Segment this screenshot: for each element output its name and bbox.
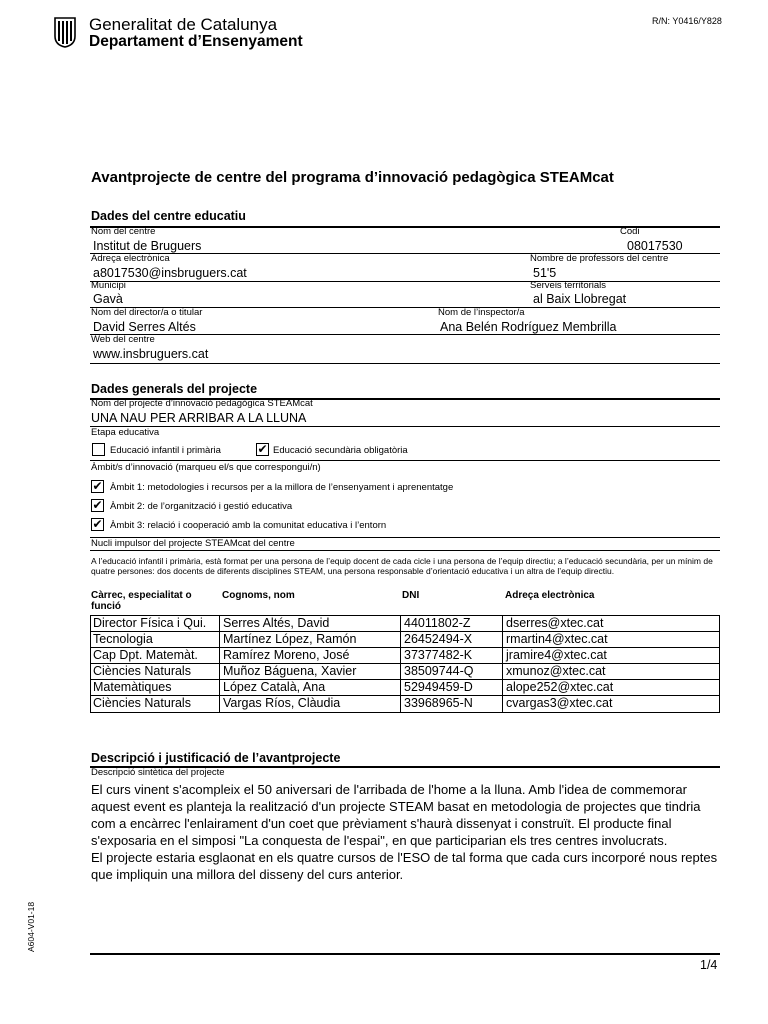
etapa-label: Etapa educativa (91, 427, 160, 438)
ambit-1-checkbox[interactable]: ✔ (92, 479, 103, 493)
th-role: Càrrec, especialitat o funció (91, 590, 192, 612)
centre-name-label: Nom del centre (91, 226, 156, 237)
member-name[interactable]: Martínez López, Ramón (223, 632, 357, 646)
member-name[interactable]: Serres Altés, David (223, 616, 330, 630)
centre-code-label: Codi (620, 226, 640, 237)
page-number: 1/4 (700, 958, 718, 972)
member-email[interactable]: alope252@xtec.cat (506, 680, 614, 694)
ambit-2-label: Àmbit 2: de l’organització i gestió educativa (110, 501, 293, 512)
serveis-field[interactable]: al Baix Llobregat (533, 292, 627, 306)
member-dni[interactable]: 37377482-K (404, 648, 473, 662)
web-field[interactable]: www.insbruguers.cat (93, 347, 209, 361)
reference-number: R/N: Y0416/Y828 (652, 16, 722, 26)
description-paragraph: El projecte estaria esglaonat en els quatre cursos de l'ESO de tal forma que cada curs incorporé nous reptes que impliquin una millora del disseny del curs anterior. (91, 850, 718, 882)
director-field[interactable]: David Serres Altés (93, 320, 196, 334)
member-email[interactable]: cvargas3@xtec.cat (506, 696, 613, 710)
description-field[interactable] (91, 781, 721, 883)
member-dni[interactable]: 33968965-N (404, 696, 473, 710)
form-code: A604-V01-18 (26, 901, 36, 952)
document-title: Avantprojecte de centre del programa d’innovació pedagògica STEAMcat (91, 169, 614, 186)
member-email[interactable]: rmartin4@xtec.cat (506, 632, 608, 646)
member-name[interactable]: Ramírez Moreno, José (223, 648, 350, 662)
member-role[interactable]: Tecnologia (93, 632, 153, 646)
description-label: Descripció sintètica del projecte (91, 767, 225, 778)
member-name[interactable]: Vargas Ríos, Clàudia (223, 696, 341, 710)
ambit-1-label: Àmbit 1: metodologies i recursos per a la millora de l’ensenyament i aprenentatge (110, 482, 454, 493)
member-role[interactable]: Cap Dpt. Matemàt. (93, 648, 198, 662)
serveis-label: Serveis territorials (530, 280, 607, 291)
member-role[interactable]: Ciències Naturals (93, 696, 191, 710)
generalitat-logo-icon (53, 16, 77, 48)
centre-name-field[interactable]: Institut de Bruguers (93, 239, 202, 253)
member-role[interactable]: Ciències Naturals (93, 664, 191, 678)
project-name-label: Nom del projecte d’innovació pedagògica STEAMcat (91, 398, 313, 409)
etapa-eso-label: Educació secundària obligatòria (273, 445, 408, 456)
department-name: Departament d’Ensenyament (89, 33, 303, 50)
description-section-title: Descripció i justificació de l’avantprojecte (91, 751, 341, 765)
email-label: Adreça electrònica (91, 253, 170, 264)
centre-code-field[interactable]: 08017530 (627, 239, 683, 253)
member-name[interactable]: Muñoz Báguena, Xavier (223, 664, 357, 678)
etapa-primaria-label: Educació infantil i primària (110, 445, 221, 456)
th-name: Cognoms, nom (222, 590, 295, 601)
member-email[interactable]: xmunoz@xtec.cat (506, 664, 606, 678)
municipi-field[interactable]: Gavà (93, 292, 123, 306)
etapa-eso-checkbox[interactable]: ✔ (257, 442, 268, 456)
member-role[interactable]: Matemàtiques (93, 680, 172, 694)
director-label: Nom del director/a o titular (91, 307, 203, 318)
etapa-primaria-checkbox[interactable] (92, 443, 105, 456)
inspector-field[interactable]: Ana Belén Rodríguez Membrilla (440, 320, 617, 334)
nucli-label: Nucli impulsor del projecte STEAMcat del centre (91, 538, 295, 549)
nucli-note: A l’educació infantil i primària, està format per una persona de l’equip docent de cada cicle i una persona de l’equip directiu; a l’educació secundària, per un mínim de quatre persones: dos docents de diferents disciplines STEAM, una persona responsable d’orientació educativa i un altra de l’equip directiu. (91, 556, 713, 576)
municipi-label: Municipi (91, 280, 126, 291)
member-dni[interactable]: 52949459-D (404, 680, 473, 694)
teachers-field[interactable]: 51'5 (533, 266, 557, 280)
description-paragraph: El curs vinent s'acompleix el 50 aniversari de l'arribada de l'home a la lluna. Amb l'idea de commemorar aquest event es planteja la realització d'un projecte STEAM basat en metodologia de projectes que tindria com a encàrrec l'enlairament d'un coet que prèviament s'haurà dissenyat i construït. El producte final s'exposaria en el simposi "La conquesta de l'espai", en que participarian els tres centres involucrats. (91, 782, 701, 848)
org-name: Generalitat de Catalunya (89, 15, 278, 34)
ambit-3-label: Àmbit 3: relació i cooperació amb la comunitat educativa i l’entorn (110, 520, 387, 531)
project-name-field[interactable]: UNA NAU PER ARRIBAR A LA LLUNA (91, 411, 307, 425)
member-dni[interactable]: 38509744-Q (404, 664, 474, 678)
member-email[interactable]: jramire4@xtec.cat (506, 648, 607, 662)
inspector-label: Nom de l’inspector/a (438, 307, 525, 318)
th-email: Adreça electrònica (505, 590, 595, 601)
member-name[interactable]: López Català, Ana (223, 680, 326, 694)
th-dni: DNI (402, 590, 420, 601)
ambit-label: Àmbit/s d’innovació (marqueu el/s que correspongui/n) (91, 462, 321, 473)
member-dni[interactable]: 26452494-X (404, 632, 473, 646)
member-email[interactable]: dserres@xtec.cat (506, 616, 604, 630)
teachers-label: Nombre de professors del centre (530, 253, 669, 264)
ambit-3-checkbox[interactable]: ✔ (92, 517, 103, 531)
member-role[interactable]: Director Física i Qui. (93, 616, 207, 630)
web-label: Web del centre (91, 334, 155, 345)
project-section-title: Dades generals del projecte (91, 382, 258, 396)
centre-section-title: Dades del centre educatiu (91, 209, 246, 223)
ambit-2-checkbox[interactable]: ✔ (92, 498, 103, 512)
member-dni[interactable]: 44011802-Z (404, 616, 471, 630)
email-field[interactable]: a8017530@insbruguers.cat (93, 266, 247, 280)
